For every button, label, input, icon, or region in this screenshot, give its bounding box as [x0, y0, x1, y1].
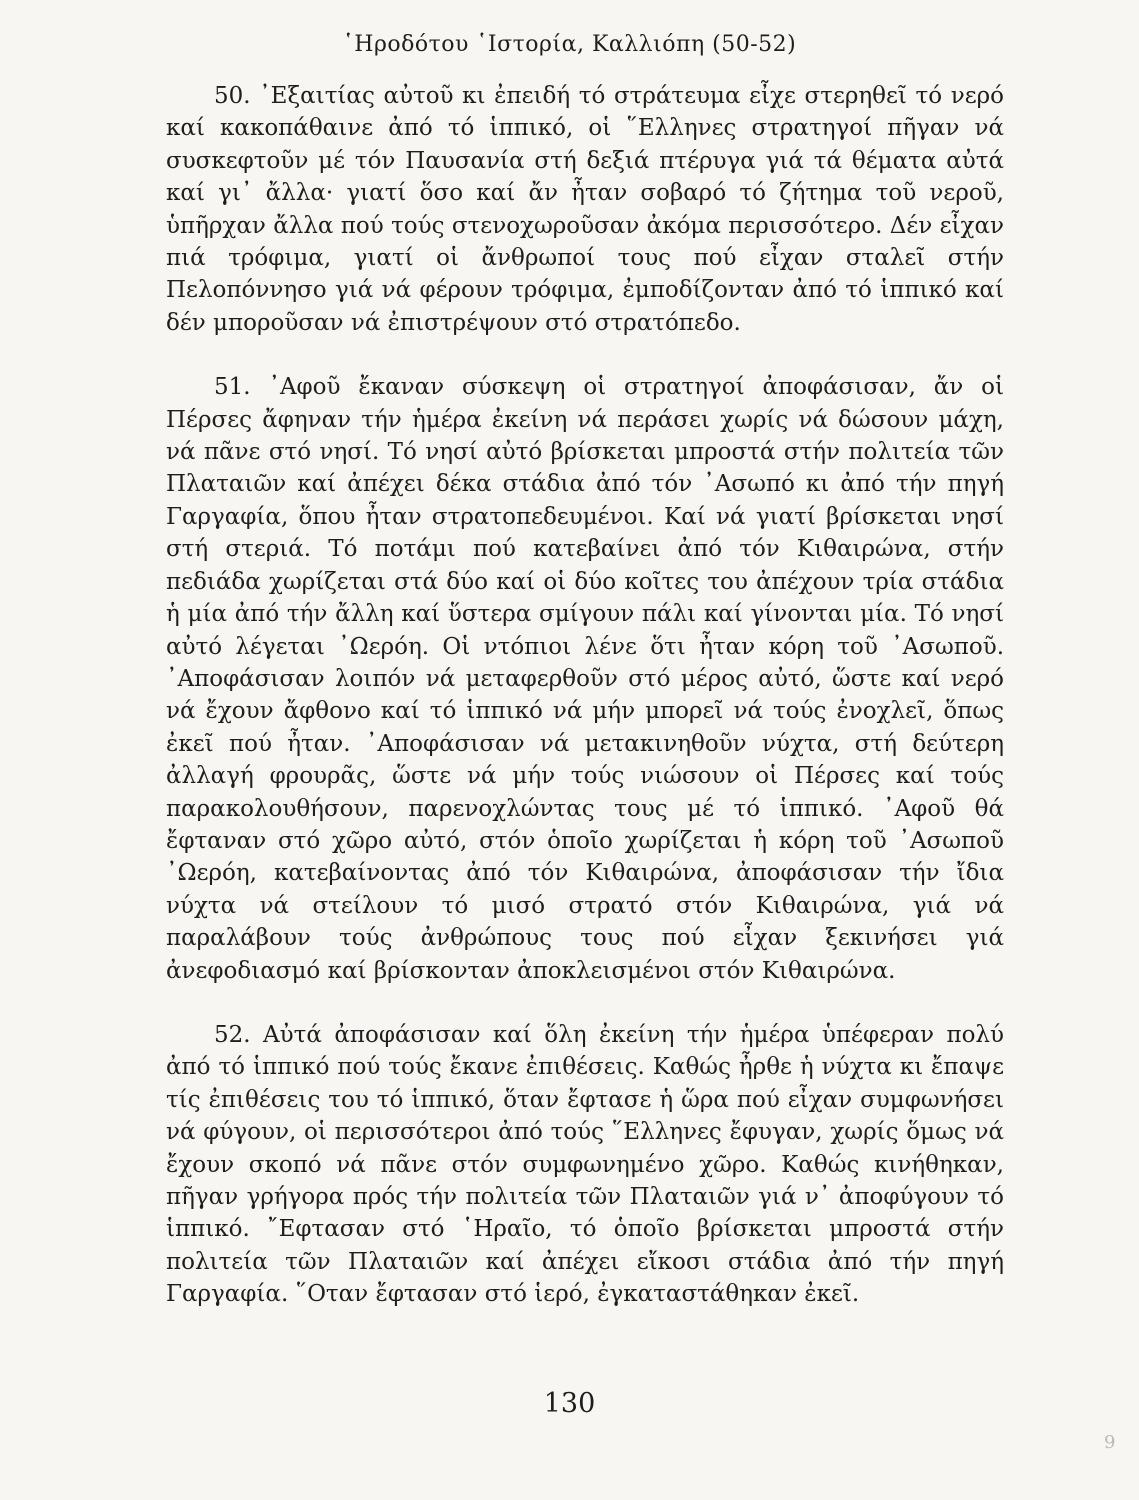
- margin-mark: 9: [1104, 1432, 1116, 1453]
- paragraph-50: 50. ᾿Εξαιτίας αὐτοῦ κι ἐπειδή τό στράτευμα εἶχε στερηθεῖ τό νερό καί κακοπάθαινε ἀπό τό ἱππικό, οἱ ῞Ελληνες στρατηγοί πῆγαν νά συσκεφτοῦν μέ τόν Παυσανία στή δεξιά πτέρυγα γιά τά θέματα αὐτά καί γι᾿ ἄλλα· γιατί ὅσο καί ἄν ἦταν σοβαρό τό ζήτημα τοῦ νεροῦ, ὑπῆρχαν ἄλλα πού τούς στενοχωροῦσαν ἀκόμα περισσότερο. Δέν εἶχαν πιά τρόφιμα, γιατί οἱ ἄνθρωποί τους πού εἶχαν σταλεῖ στήν Πελοπόννησο γιά νά φέρουν τρόφιμα, ἐμποδίζονταν ἀπό τό ἱππικό καί δέν μποροῦσαν νά ἐπιστρέψουν στό στρατόπεδο.: [166, 83, 1004, 336]
- paragraph-52: 52. Αὐτά ἀποφάσισαν καί ὅλη ἐκείνη τήν ἡμέρα ὑπέφεραν πολύ ἀπό τό ἱππικό πού τούς ἔκανε ἐπιθέσεις. Καθώς ἦρθε ἡ νύχτα κι ἔπαψε τίς ἐπιθέσεις του τό ἱππικό, ὅταν ἔφτασε ἡ ὥρα πού εἶχαν συμφωνήσει νά φύγουν, οἱ περισσότεροι ἀπό τούς ῞Ελληνες ἔφυγαν, χωρίς ὅμως νά ἔχουν σκοπό νά πᾶνε στόν συμφωνημένο χῶρο. Καθώς κινήθηκαν, πῆγαν γρήγορα πρός τήν πολιτεία τῶν Πλαταιῶν γιά ν᾿ ἀποφύγουν τό ἱππικό. ῎Εφτασαν στό ῾Ηραῖο, τό ὁποῖο βρίσκεται μπροστά στήν πολιτεία τῶν Πλαταιῶν καί ἀπέχει εἴκοσι στάδια ἀπό τήν πηγή Γαργαφία. ῞Οταν ἔφτασαν στό ἱερό, ἐγκαταστάθηκαν ἐκεῖ.: [166, 1021, 1004, 1308]
- body-text: [166, 80, 1004, 1311]
- running-title: ῾Ηροδότου ῾Ιστορία, Καλλιόπη (50-52): [342, 32, 797, 57]
- page-number: 130: [543, 1388, 596, 1419]
- paragraph-51: 51. ᾿Αφοῦ ἔκαναν σύσκεψη οἱ στρατηγοί ἀποφάσισαν, ἄν οἱ Πέρσες ἄφηναν τήν ἡμέρα ἐκείνη νά περάσει χωρίς νά δώσουν μάχη, νά πᾶνε στό νησί. Τό νησί αὐτό βρίσκεται μπροστά στήν πολιτεία τῶν Πλαταιῶν καί ἀπέχει δέκα στάδια ἀπό τόν ᾿Ασωπό κι ἀπό τήν πηγή Γαργαφία, ὅπου ἦταν στρατοπεδευμένοι. Καί νά γιατί βρίσκεται νησί στή στεριά. Τό ποτάμι πού κατεβαίνει ἀπό τόν Κιθαιρώνα, στήν πεδιάδα χωρίζεται στά δύο καί οἱ δύο κοῖτες του ἀπέχουν τρία στάδια ἡ μία ἀπό τήν ἄλλη καί ὕστερα σμίγουν πάλι καί γίνονται μία. Τό νησί αὐτό λέγεται ᾿Ωερόη. Οἱ ντόπιοι λένε ὅτι ἦταν κόρη τοῦ ᾿Ασωποῦ. ᾿Αποφάσισαν λοιπόν νά μεταφερθοῦν στό μέρος αὐτό, ὥστε καί νερό νά ἔχουν ἄφθονο καί τό ἱππικό νά μήν μπορεῖ νά τούς ἐνοχλεῖ, ὅπως ἐκεῖ πού ἦταν. ᾿Αποφάσισαν νά μετακινηθοῦν νύχτα, στή δεύτερη ἀλλαγή φρουρᾶς, ὥστε νά μήν τούς νιώσουν οἱ Πέρσες καί τούς παρακολουθήσουν, παρενοχλώντας τους μέ τό ἱππικό. ᾿Αφοῦ θά ἔφταναν στό χῶρο αὐτό, στόν ὁποῖο χωρίζεται ἡ κόρη τοῦ ᾿Ασωποῦ ᾿Ωερόη, κατεβαίνοντας ἀπό τόν Κιθαιρώνα, ἀποφάσισαν τήν ἴδια νύχτα νά στείλουν τό μισό στρατό στόν Κιθαιρώνα, γιά νά παραλάβουν τούς ἀνθρώπους τους πού εἶχαν ξεκινήσει γιά ἀνεφοδιασμό καί βρίσκονταν ἀποκλεισμένοι στόν Κιθαιρώνα.: [166, 374, 1004, 984]
